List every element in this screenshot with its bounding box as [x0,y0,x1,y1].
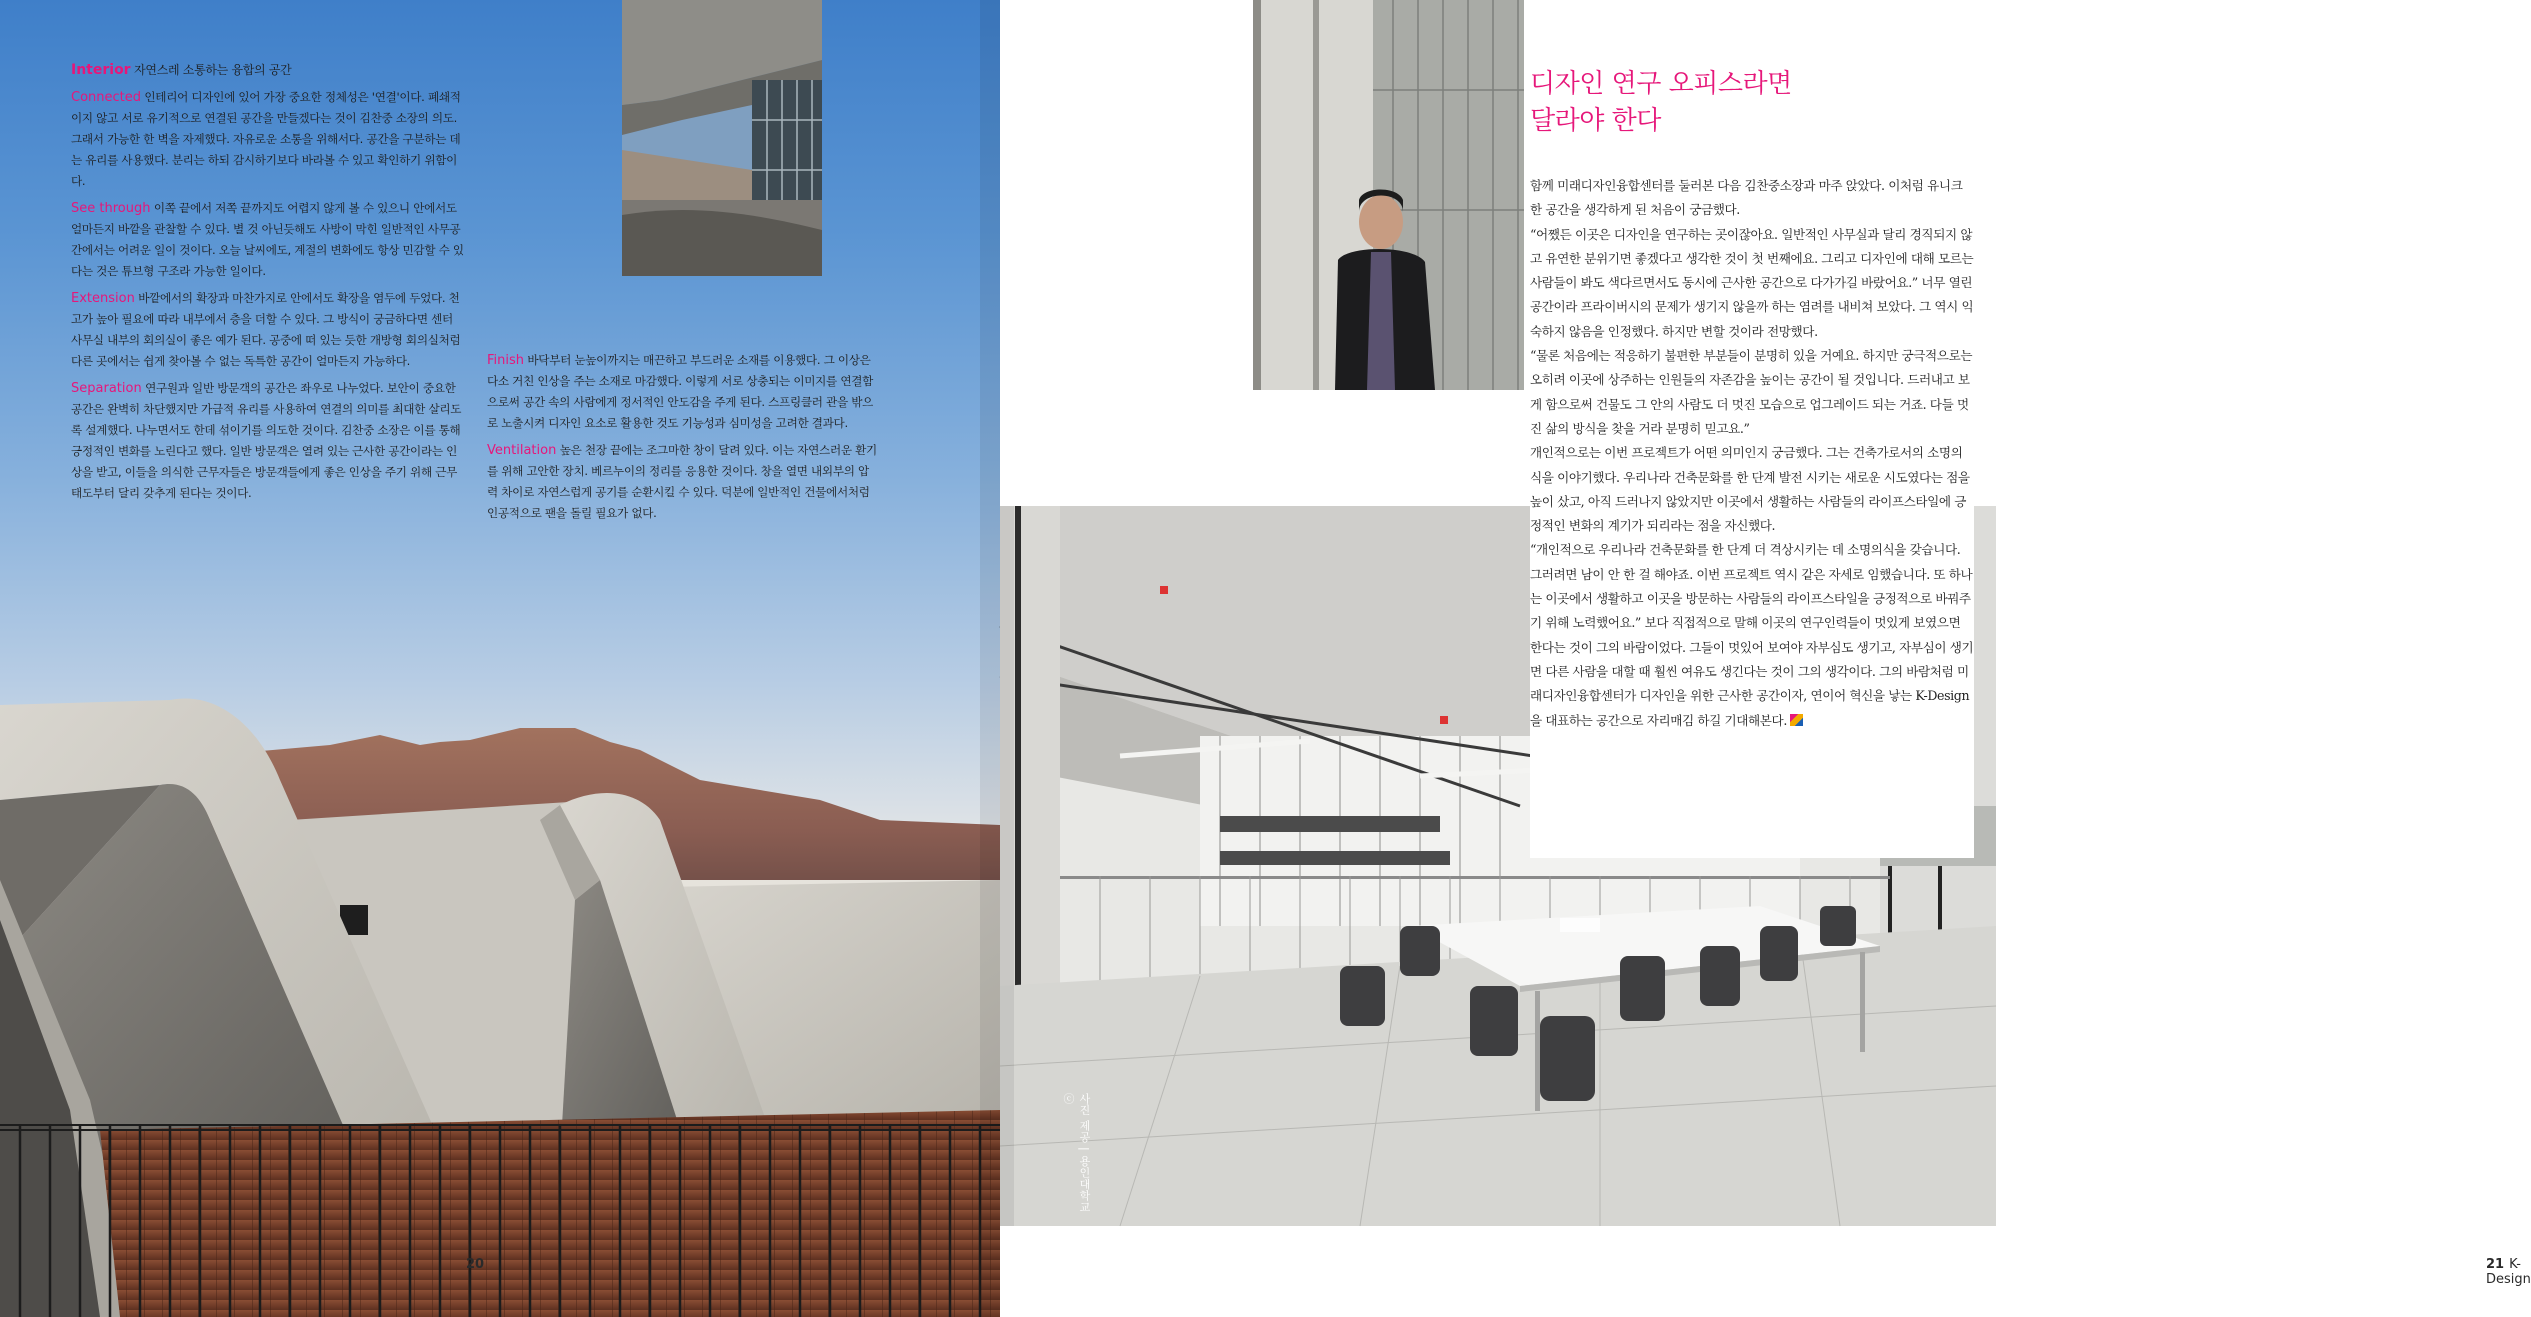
body-paragraph: “어쨌든 이곳은 디자인을 연구하는 곳이잖아요. 일반적인 사무실과 달리 경직되지 않고 유연한 분위기면 좋겠다고 생각한 것이 첫 번째에요. 그리고 디자인에 대해 모르는 사람들이 봐도 색다르면서도 동시에 근사한 공간으로 다가가길 바랐어요.” 너무 열린 공간이라 프라이버시의 문제가 생기지 않을까 하는 염려를 내비쳐 보았다. 그 역시 익숙하지 않음을 인정했다. 하지만 변할 것이라 전망했다. [1530,226,1974,339]
page-number-right: 21 [2486,1257,2505,1272]
page-21 [1000,0,2531,1317]
body-paragraph-last: “개인적으로 우리나라 건축문화를 한 단계 더 격상시키는 데 소명의식을 갖습니다. 그러려면 남이 안 한 걸 해야죠. 이번 프로젝트 역시 같은 자세로 임했습니다. 또 하나는 이곳에서 생활하고 이곳을 방문하는 사람들의 라이프스타일을 긍정적으로 바꿔주기 위해 노력했어요.” 보다 직접적으로 말해 이곳의 연구인력들이 멋있게 보였으면 한다는 것이 그의 바람이었다. 그들이 멋있어 보여야 자부심도 생기고, 자부심이 생기면 다른 사람을 대할 때 훨씬 여유도 생긴다는 것이 그의 생각이다. 그의 바람처럼 미래디자인융합센터가 디자인을 위한 근사한 공간이자, 연이어 혁신을 낳는 K-Design을 대표하는 공간으로 자리매김 하길 기대해본다. [1530,542,1974,728]
paragraph-see-through: See through 이쪽 끝에서 저쪽 끝까지도 어렵지 않게 볼 수 있으니 안에서도 얼마든지 바깥을 관찰할 수 있다. 별 것 아닌듯해도 사방이 막힌 일반적인 사무공간에서는 어려운 일이 것이다. 오늘 날씨에도, 계절의 변화에도 항상 민감할 수 있다는 것은 튜브형 구조라 가능한 일이다. [71,201,464,278]
interview-body [1530,174,1974,858]
page-number-left: 20 [466,1257,485,1272]
magazine-name: K-Design [2486,1257,2531,1287]
architect-portrait-photo [1253,0,1524,390]
photo-credit: 사진 제공 | 용인대학교 ⓒ [1062,1093,1091,1213]
page-20 [0,0,1000,1317]
paragraph-ventilation: Ventilation 높은 천장 끝에는 조그마한 창이 달려 있다. 이는 자연스러운 환기를 위해 고안한 장치. 베르누이의 정리를 응용한 것이다. 창을 열면 내외부의 압력 차이로 자연스럽게 공기를 순환시킬 수 있다. 덕분에 일반적인 건물에서처럼 인공적으로 팬을 돌릴 필요가 없다. [487,443,877,520]
page-footer-right [2486,1257,2531,1287]
section-heading: Interior 자연스레 소통하는 융합의 공간 [71,62,292,78]
article-column-2 [487,350,877,530]
body-paragraph: 개인적으로는 이번 프로젝트가 어떤 의미인지 궁금했다. 그는 건축가로서의 소명의식을 이야기했다. 우리나라 건축문화를 한 단계 발전 시키는 새로운 시도였다는 점을 높이 샀고, 아직 드러나지 않았지만 이곳에서 생활하는 사람들의 라이프스타일에 긍정적인 변화의 계기가 되리라는 점을 자신했다. [1530,445,1970,534]
article-headline: 디자인 연구 오피스라면 달라야 한다 [1530,69,1792,136]
paragraph-finish: Finish 바닥부터 눈높이까지는 매끈하고 부드러운 소재를 이용했다. 그 이상은 다소 거친 인상을 주는 소재로 마감했다. 이렇게 서로 상충되는 이미지를 연결함으로써 공간 속의 사람에게 정서적인 안도감을 주게 된다. 스프링클러 관을 밖으로 노출시켜 디자인 요소로 활용한 것도 기능성과 심미성을 고려한 결과다. [487,353,874,430]
article-column-1 [71,60,467,510]
paragraph-connected: Connected 인테리어 디자인에 있어 가장 중요한 정체성은 '연결'이다. 폐쇄적이지 않고 서로 유기적으로 연결된 공간을 만들겠다는 것이 김찬중 소장의 의도. 그래서 가능한 한 벽을 자제했다. 자유로운 소통을 위해서다. 공간을 구분하는 데는 유리를 사용했다. 분리는 하되 감시하기보다 바라볼 수 있고 확인하기 위함이다. [71,90,461,188]
k-design-end-mark-icon [1790,714,1803,726]
body-paragraph: 함께 미래디자인융합센터를 둘러본 다음 김찬중소장과 마주 앉았다. 이처럼 유니크한 공간을 생각하게 된 처음이 궁금했다. [1530,178,1963,218]
body-paragraph: “물론 처음에는 적응하기 불편한 부분들이 분명히 있을 거예요. 하지만 궁극적으로는 오히려 이곳에 상주하는 인원들의 자존감을 높이는 공간이 될 것입니다. 드러내고 보게 함으로써 건물도 그 안의 사람도 더 멋진 모습으로 업그레이드 되는 거죠. 다들 멋진 삶의 방식을 찾을 거라 분명히 믿고요.” [1530,348,1973,436]
paragraph-extension: Extension 바깥에서의 확장과 마찬가지로 안에서도 확장을 염두에 두었다. 천고가 높아 필요에 따라 내부에서 층을 더할 수 있다. 그 방식이 궁금하다면 센터 사무실 내부의 회의실이 좋은 예가 된다. 공중에 떠 있는 듯한 개방형 회의실처럼 다른 곳에서는 쉽게 찾아볼 수 없는 독특한 공간이 얼마든지 가능하다. [71,291,461,368]
paragraph-separation: Separation 연구원과 일반 방문객의 공간은 좌우로 나누었다. 보안이 중요한 공간은 완벽히 차단했지만 가급적 유리를 사용하여 연결의 의미를 최대한 살리도록 설계했다. 나누면서도 한데 섞이기를 의도한 것이다. 김찬중 소장은 이를 통해 긍정적인 변화를 노린다고 했다. 일반 방문객은 열려 있는 근사한 공간이라는 인상을 받고, 이들을 의식한 근무자들은 방문객들에게 좋은 인상을 주기 위해 근무 태도부터 달리 갖추게 된다는 것이다. [71,381,462,500]
building-exterior-photo [622,0,822,276]
